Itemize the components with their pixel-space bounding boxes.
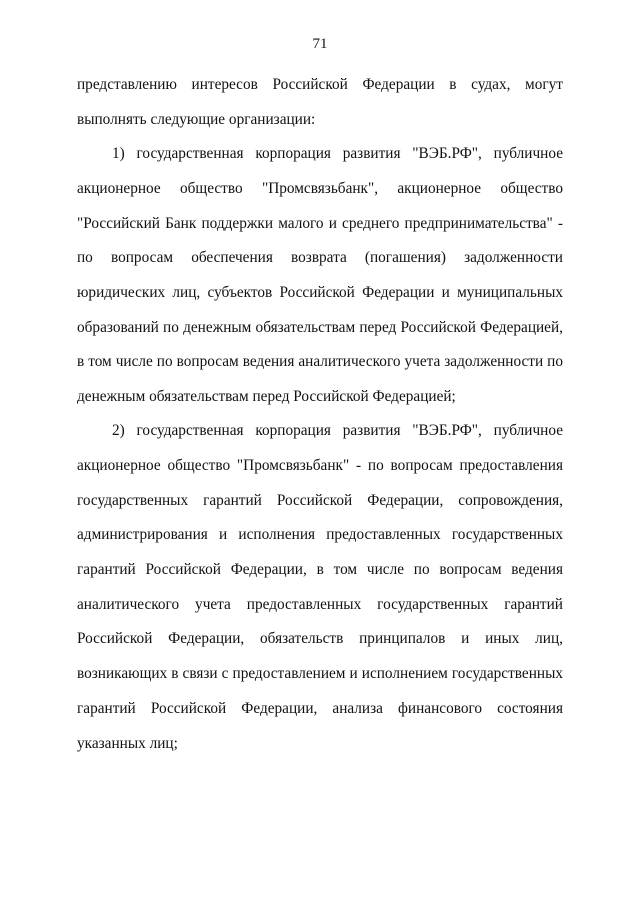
text-line: государственных гарантий Российской Федерации, сопровождения, <box>77 492 563 509</box>
text-line: гарантий Российской Федерации, анализа финансового состояния <box>77 700 563 717</box>
text-line: указанных лиц; <box>77 735 178 752</box>
text-line: по вопросам обеспечения возврата (погашения) задолженности <box>77 249 563 266</box>
text-line: акционерное общество "Промсвязьбанк" - по вопросам предоставления <box>77 457 563 474</box>
text-line: аналитического учета предоставленных государственных гарантий <box>77 596 563 613</box>
text-line: юридических лиц, субъектов Российской Федерации и муниципальных <box>77 284 563 301</box>
page-number: 71 <box>312 36 328 52</box>
text-line: гарантий Российской Федерации, в том числе по вопросам ведения <box>77 561 563 578</box>
text-line: возникающих в связи с предоставлением и исполнением государственных <box>77 665 563 682</box>
list-item-2-first-line: 2) государственная корпорация развития "ВЭБ.РФ", публичное <box>112 422 563 439</box>
text-line: акционерное общество "Промсвязьбанк", акционерное общество <box>77 180 563 197</box>
text-line: администрирования и исполнения предоставленных государственных <box>77 526 563 543</box>
text-line: выполнять следующие организации: <box>77 111 316 128</box>
text-line: Российской Федерации, обязательств принципалов и иных лиц, <box>77 630 563 647</box>
text-line: образований по денежным обязательствам перед Российской Федерацией, <box>77 319 563 336</box>
text-line: "Российский Банк поддержки малого и среднего предпринимательства" - <box>77 215 563 232</box>
list-item-1-first-line: 1) государственная корпорация развития "ВЭБ.РФ", публичное <box>112 145 563 162</box>
text-line: представлению интересов Российской Федерации в судах, могут <box>77 76 563 93</box>
text-line: денежным обязательствам перед Российской Федерацией; <box>77 388 456 405</box>
text-line: в том числе по вопросам ведения аналитического учета задолженности по <box>77 353 563 370</box>
